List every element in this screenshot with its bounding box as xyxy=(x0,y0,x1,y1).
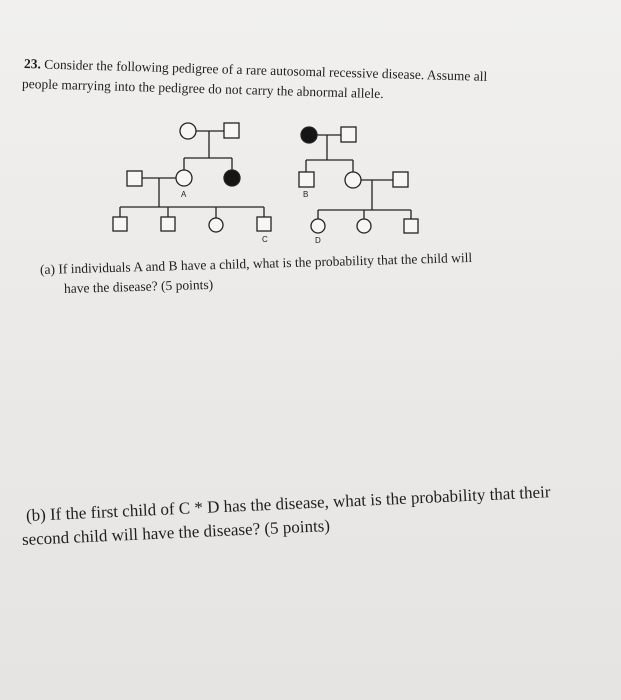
part-a-line-1: (a) If individuals A and B have a child, what is the probability that the child will xyxy=(39,249,473,277)
left-gen3-male-2 xyxy=(161,217,175,231)
question-number: 23. xyxy=(23,56,42,72)
right-gen2-female xyxy=(345,172,361,188)
question-text-1: Consider the following pedigree of a rare autosomal recessive disease. Assume all xyxy=(44,56,488,84)
right-gen1-male xyxy=(341,127,356,142)
left-gen3-male-1 xyxy=(113,217,127,231)
left-gen2-spouse-male xyxy=(127,171,142,186)
left-gen1-female xyxy=(180,123,196,139)
left-gen3-female xyxy=(209,218,223,232)
label-A: A xyxy=(181,190,187,199)
individual-A xyxy=(176,170,192,186)
left-gen2-affected-female xyxy=(224,170,240,186)
label-D: D xyxy=(315,236,321,245)
part-b-line-1: (b) If the first child of C * D has the disease, what is the probability that their xyxy=(25,482,551,525)
individual-C xyxy=(257,217,271,231)
right-gen1-affected-female xyxy=(301,127,317,143)
left-gen1-male xyxy=(224,123,239,138)
right-gen2-spouse-male xyxy=(393,172,408,187)
part-b-line-2: second child will have the disease? (5 points) xyxy=(21,516,331,549)
right-gen3-female xyxy=(357,219,371,233)
part-a-line-2: have the disease? (5 points) xyxy=(63,276,214,296)
individual-D xyxy=(311,219,325,233)
label-B: B xyxy=(303,190,309,199)
individual-B xyxy=(299,172,314,187)
label-C: C xyxy=(262,235,268,244)
question-line-2: people marrying into the pedigree do not carry the abnormal allele. xyxy=(21,76,384,102)
right-gen3-male xyxy=(404,219,418,233)
